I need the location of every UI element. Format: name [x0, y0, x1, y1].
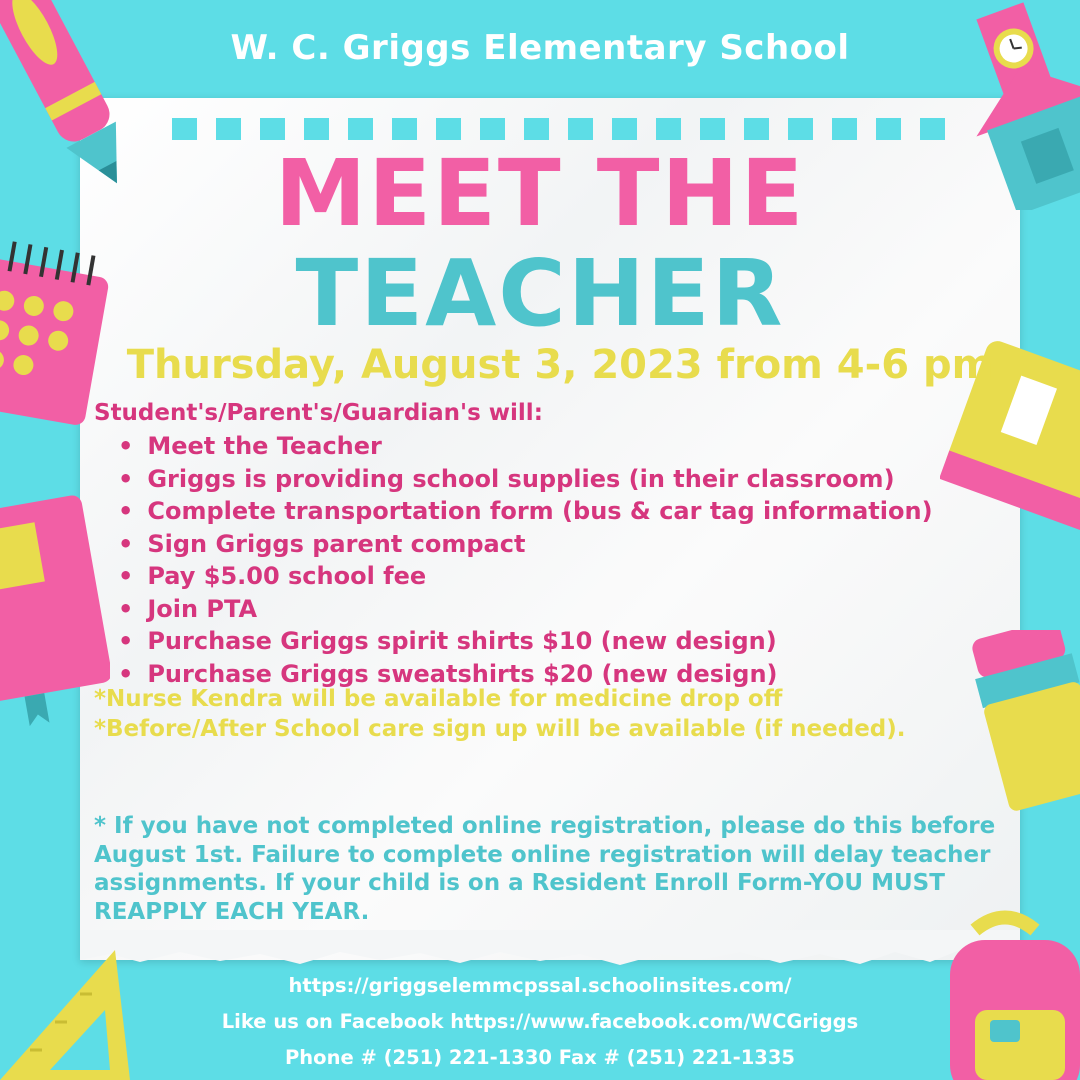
title-teacher: TEACHER — [295, 240, 785, 347]
website-link[interactable]: https://griggselemmcpssal.schoolinsites.com/ — [288, 974, 792, 997]
care-note: *Before/After School care sign up will be available (if needed). — [94, 716, 906, 742]
contact-footer — [0, 968, 1080, 1076]
nurse-note: *Nurse Kendra will be available for medicine drop off — [94, 686, 783, 712]
list-item: • Purchase Griggs sweatshirts $20 (new design) — [118, 658, 933, 691]
list-item: • Sign Griggs parent compact — [118, 528, 933, 561]
binder-holes — [172, 118, 952, 140]
facebook-link[interactable]: Like us on Facebook https://www.facebook.com/WCGriggs — [221, 1010, 859, 1033]
list-item: • Griggs is providing school supplies (in their classroom) — [118, 463, 933, 496]
checklist-intro: Student's/Parent's/Guardian's will: — [94, 400, 543, 426]
phone-fax: Phone # (251) 221-1330 Fax # (251) 221-1335 — [285, 1046, 795, 1069]
checklist — [118, 430, 933, 690]
list-item: • Complete transportation form (bus & car tag information) — [118, 495, 933, 528]
availability-notes — [94, 684, 994, 744]
torn-paper-edge — [80, 930, 1020, 970]
registration-note: * If you have not completed online registration, please do this before August 1st. Failure to complete online registration will delay teacher assignments. If your child is on a Resident Enroll Form-YOU MUST REAPPLY EACH YEAR. — [94, 813, 996, 925]
event-date-time: Thursday, August 3, 2023 from 4-6 pm — [126, 342, 994, 388]
list-item: • Purchase Griggs spirit shirts $10 (new design) — [118, 625, 933, 658]
title-meet-the: MEET THE — [274, 140, 806, 247]
list-item: • Join PTA — [118, 593, 933, 626]
list-item: • Pay $5.00 school fee — [118, 560, 933, 593]
school-name: W. C. Griggs Elementary School — [230, 28, 850, 68]
list-item: • Meet the Teacher — [118, 430, 933, 463]
